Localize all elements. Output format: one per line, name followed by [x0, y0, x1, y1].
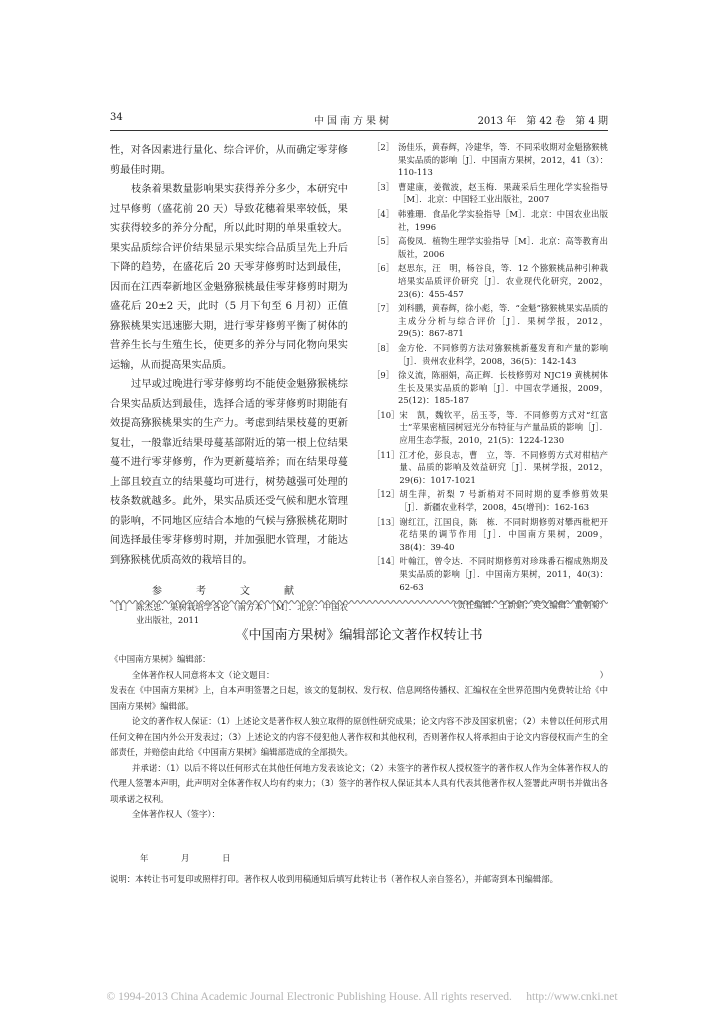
paper-title-close: ） — [599, 669, 608, 680]
date-month: 月 — [181, 852, 190, 863]
reference-item — [372, 141, 608, 179]
reference-text: 刘科鹏，黄春辉，徐小彪，等．“金魁”猕猴桃果实品质的主成分分析与综合评价［J］．果树学报，2012，29(5)：867-871 — [398, 303, 608, 339]
reference-text: 叶翰江，曾令达．不同时期修剪对珍珠番石榴成熟期及果实品质的影响［J］．中国南方果树，2011，40(3)：62-63 — [399, 556, 608, 592]
header-rule — [110, 130, 608, 131]
reference-text: 汤佳乐，黄春辉，冷建华，等．不同采收期对金魁猕猴桃果实品质的影响［J］．中国南方果树，2012，41（3）：110-113 — [398, 142, 608, 178]
reference-item — [372, 488, 608, 513]
copyright-footer: © 1994-2013 China Academic Journal Electronic Publishing House. All rights reserved. http://www.cnki.net — [106, 991, 618, 1003]
reference-number: ［4］ — [372, 208, 395, 219]
journal-title: 中国南方果树 — [314, 116, 392, 127]
editor-credits: （责任编辑：王新娟；英文编辑：董朝菊） — [448, 600, 608, 611]
reference-item — [372, 302, 608, 340]
reference-item — [372, 235, 608, 260]
reference-number: ［9］ — [372, 370, 395, 381]
reference-item — [372, 409, 608, 447]
notice-explanation: 说明：本转让书可复印或照样打印。著作权人收到用稿通知后填写此转让书（著作权人亲自签名），并邮寄到本刊编辑部。 — [110, 874, 559, 884]
reference-number: ［6］ — [372, 263, 395, 274]
notice-addressee: 《中国南方果树》编辑部： — [110, 654, 211, 664]
page-header — [110, 112, 608, 130]
paper-title-label: 全体著作权人同意将本文（论文题目： — [132, 669, 275, 680]
reference-number: ［12］ — [372, 489, 400, 500]
body-paragraph: 枝条着果数量影响果实获得养分多少，本研究中过早修剪（盛花前 20 天）导致花穗着果率较低，果实获得较多的养分分配，所以此时期的单果重较大。果实品质综合评价结果显示果实综合品质呈先上升后下降的趋势，在盛花后 20 天零芽修剪时达到最佳，因而在江西奉新地区金魁猕猴桃最佳零芽修剪时期为盛花后 20±2 天，此时（5 月下旬至 6 月初）正值猕猴桃果实迅速膨大期，进行零芽修剪平衡了树体的营养生长与生殖生长，使更多的养分与同化物向果实运输，从而提高果实品质。 — [110, 184, 348, 371]
reference-text: 高俊凤．植物生理学实验指导［M］．北京：高等教育出版社，2006 — [398, 236, 608, 259]
reference-number: ［8］ — [372, 342, 395, 353]
references-heading: 参 考 文 献 — [152, 586, 306, 597]
issue-info: 2013 年 第 42 卷 第 4 期 — [477, 116, 608, 127]
notice-paragraph: 发表在《中国南方果树》上，自本声明签署之日起，该文的复制权、发行权、信息网络传播权、汇编权在全世界范围内免费转让给《中国南方果树》编辑部。 — [110, 685, 608, 711]
reference-number: ［14］ — [372, 556, 400, 567]
wavy-divider — [110, 598, 608, 606]
copyright-transfer-form — [110, 652, 608, 888]
body-paragraph: 性，对各因素进行量化、综合评价，从而确定零芽修剪最佳时期。 — [110, 145, 348, 176]
reference-number: ［10］ — [372, 409, 400, 420]
reference-number: ［11］ — [372, 449, 400, 460]
reference-item — [372, 516, 608, 554]
reference-text: 陈杰忠．果树栽培学各论（南方本）［M］．北京：中国农业出版社，2011 — [136, 602, 348, 625]
left-column — [110, 141, 348, 628]
reference-text: 胡生萍，祈梨 7 号新梢对不同时期的夏季修剪效果［J］．新疆农业科学，2008，45(增刊)：162-163 — [399, 489, 608, 513]
signature-line: 全体著作权人（签字）： — [132, 809, 220, 819]
reference-text: 曹建康，姜微波，赵玉梅．果蔬采后生理化学实验指导［M］．北京：中国轻工业出版社，2007 — [398, 181, 608, 205]
reference-text: 徐义流，陈丽娟，高正辉．长枝修剪对 NJC19 黄桃树体生长及果实品质的影响［J］．中国农学通报，2009，25(12)：185-187 — [398, 370, 608, 406]
reference-text: 韩雅珊．食品化学实验指导［M］．北京：中国农业出版社，1996 — [398, 208, 608, 232]
reference-number: ［1］ — [110, 602, 133, 612]
reference-item — [372, 262, 608, 300]
notice-paragraph: 论文的著作权人保证：（1）上述论文是著作权人独立取得的原创性研究成果；论文内容不涉及国家机密；（2）未曾以任何形式用任何文种在国内外公开发表过；（3）上述论文的内容不侵犯他人著作权和其他权利，否则著作权人将承担由于论文内容侵权而产生的全部责任，并赔偿由此给《中国南方果树》编辑部造成的全部损失。 — [110, 716, 608, 757]
reference-text: 江才伦，彭良志，曹 立，等．不同修剪方式对柑桔产量、品质的影响及效益研究［J］．果树学报，2012，29(6)：1017-1021 — [399, 449, 608, 485]
notice-title: 《中国南方果树》编辑部论文著作权转让书 — [235, 628, 483, 643]
reference-number: ［3］ — [372, 181, 395, 192]
reference-item — [372, 449, 608, 487]
paper-title-line — [110, 668, 608, 684]
reference-number: ［2］ — [372, 142, 395, 152]
reference-text: 金方伦．不同修剪方法对猕猴桃新蔓发育和产量的影响［J］．贵州农业科学，2008，36(5)：142-143 — [398, 342, 608, 366]
page-number: 34 — [110, 112, 123, 123]
reference-item — [372, 555, 608, 593]
reference-item — [372, 369, 608, 407]
reference-number: ［7］ — [372, 303, 395, 314]
date-day: 日 — [222, 852, 231, 863]
reference-item — [372, 342, 608, 367]
body-paragraph: 过早或过晚进行零芽修剪均不能使金魁猕猴桃综合果实品质达到最佳，选择合适的零芽修剪时期能有效提高猕猴桃果实的生产力。考虑到结果枝蔓的更新复壮，一般靠近结果母蔓基部附近的第一根上位结果蔓不进行零芽修剪，作为更新蔓培养；而在结果母蔓上部且较直立的结果蔓均可进行，树势越强可处理的枝条数就越多。此外，果实品质还受气候和肥水管理的影响，不同地区应结合本地的气候与猕猴桃花期时间选择最佳零芽修剪时期，并加强肥水管理，才能达到猕猴桃优质高效的栽培目的。 — [110, 379, 348, 566]
reference-number: ［13］ — [372, 516, 400, 527]
notice-paragraph: 并承诺：（1）以后不将以任何形式在其他任何地方发表该论文；（2）未签字的著作权人授权签字的著作权人作为全体著作权人的代理人签署本声明，此声明对全体著作权人均有约束力；（3）签字的著作权人保证其本人具有代表其他著作权人签署此声明书并做出各项承诺之权利。 — [110, 762, 608, 804]
reference-text: 赵思东，汪 明，杨谷良，等．12 个猕猴桃品种引种栽培果实品质评价研究［J］．农业现代化研究，2002，23(6)：455-457 — [398, 263, 608, 299]
reference-text: 谢红江，江国良，陈 栋．不同时期修剪对攀西枇杷开花结果的调节作用［J］．中国南方果树，2009，38(4)：39-40 — [399, 516, 608, 552]
reference-text: 宋 凯，魏钦平，岳玉苓，等．不同修剪方式对“红富士”苹果密植园树冠光分布特征与产量品质的影响［J］．应用生态学报，2010，21(5)：1224-1230 — [399, 409, 608, 446]
reference-item — [372, 181, 608, 206]
date-line — [110, 851, 608, 867]
reference-item — [372, 208, 608, 233]
reference-number: ［5］ — [372, 236, 395, 247]
right-column — [372, 141, 608, 611]
date-year: 年 — [140, 852, 149, 863]
